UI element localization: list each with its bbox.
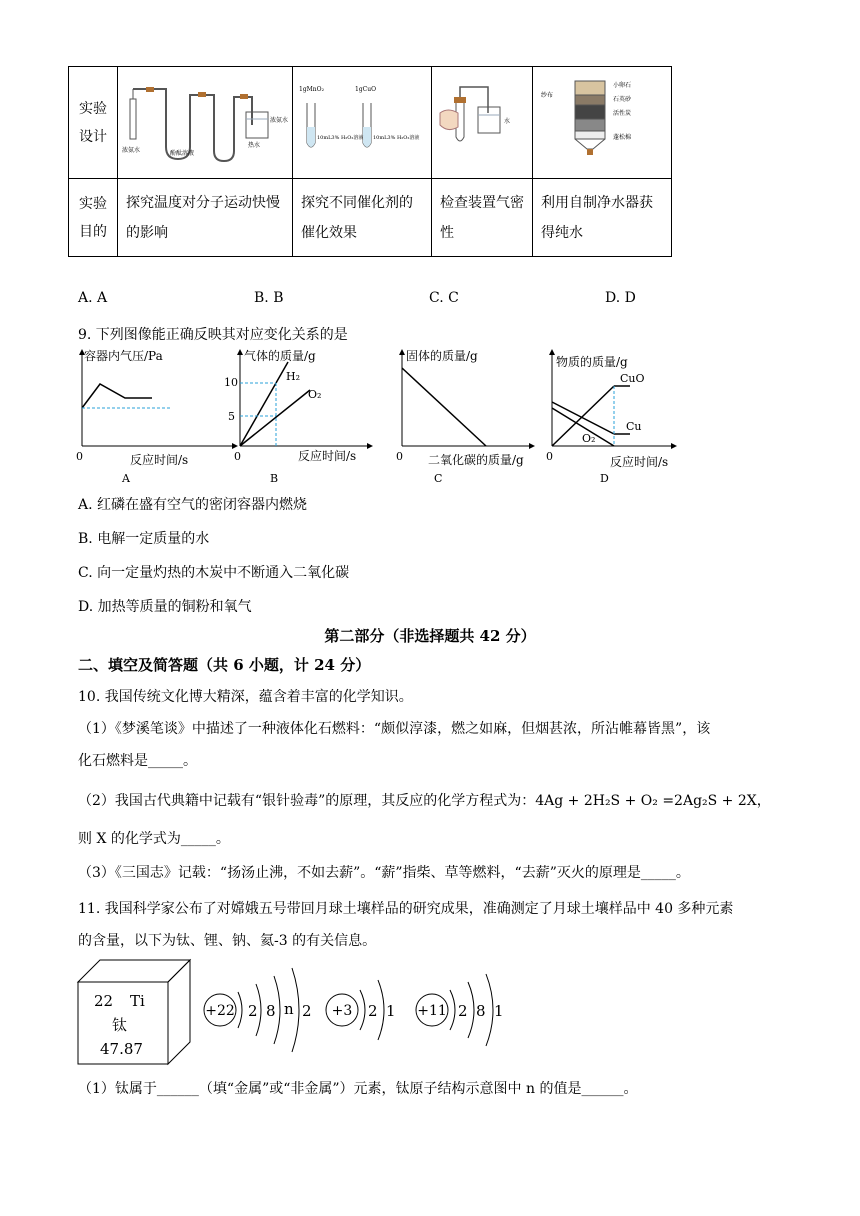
q8-option-c: C. C	[429, 290, 459, 306]
graph-d-origin: 0	[546, 450, 553, 463]
graph-c	[396, 348, 532, 485]
part2-title: 第二部分（非选择题共 42 分）	[324, 627, 536, 645]
q9-option-b: B. 电解一定质量的水	[78, 531, 210, 547]
design-cell-a	[118, 67, 293, 179]
graph-d-line2: Cu	[626, 420, 642, 433]
graph-b	[224, 348, 370, 485]
q8-option-b: B. B	[254, 290, 284, 306]
label-a-right-top: 浓氨水	[270, 117, 289, 124]
atom-ti-shell-4: 2	[302, 1002, 312, 1020]
graph-b-ylabel: 气体的质量/g	[244, 349, 316, 363]
q8-option-a: A. A	[78, 290, 108, 306]
figure-water-purifier	[533, 67, 671, 167]
label-d-3: 活性炭	[613, 110, 632, 117]
design-cell-d	[533, 67, 672, 179]
atom-na	[416, 974, 504, 1046]
graph-d-caption: D	[600, 472, 609, 485]
atom-ti	[204, 968, 312, 1052]
graph-c-xlabel: 二氧化碳的质量/g	[428, 453, 524, 467]
q10-p2b: 则 X 的化学式为_____。	[78, 831, 230, 847]
atom-na-shell-3: 1	[494, 1002, 504, 1020]
q10-p1b: 化石燃料是_____。	[78, 753, 197, 769]
q10-p1a: （1）《梦溪笔谈》中描述了一种液体化石燃料：“颇似淳漆，燃之如麻，但烟甚浓，所沾帷幕皆黑”，该	[78, 721, 711, 737]
graph-b-tick10: 10	[224, 376, 238, 389]
q11-p1: （1）钛属于______（填“金属”或“非金属”）元素，钛原子结构示意图中 n 的值是______。	[78, 1081, 638, 1097]
graph-d-xlabel: 反应时间/s	[610, 455, 669, 469]
atom-ti-shell-1: 2	[248, 1002, 258, 1020]
atom-ti-nucleus: +22	[205, 1003, 235, 1019]
label-a-mid: 酚酞溶液	[170, 150, 195, 157]
graph-d-line1: CuO	[620, 372, 645, 385]
graph-b-line1: H₂	[286, 370, 301, 383]
graph-c-origin: 0	[396, 450, 403, 463]
atom-li-shell-1: 2	[368, 1002, 378, 1020]
section2-title: 二、填空及简答题（共 6 小题，计 24 分）	[78, 656, 371, 674]
atom-na-shell-2: 8	[476, 1002, 486, 1020]
design-cell-b	[293, 67, 432, 179]
purpose-b: 探究不同催化剂的催化效果	[293, 179, 432, 257]
graph-b-tick5: 5	[228, 410, 235, 423]
atom-ti-shell-2: 8	[266, 1002, 276, 1020]
q9-option-c: C. 向一定量灼热的木炭中不断通入二氧化碳	[78, 565, 350, 581]
design-cell-c	[432, 67, 533, 179]
figure-catalyst-tubes	[293, 67, 431, 167]
q10-p2a: （2）我国古代典籍中记载有“银针验毒”的原理，其反应的化学方程式为：4Ag + 2H₂S + O₂ =2Ag₂S + 2X，	[78, 793, 771, 809]
q10-p3: （3）《三国志》记载：“扬汤止沸，不如去薪”。“薪”指柴、草等燃料，“去薪”灭火的原理是_____。	[78, 865, 690, 881]
label-b-tube1-top: 1gMnO₂	[299, 86, 324, 93]
q9-graphs	[70, 346, 690, 486]
atom-li-nucleus: +3	[331, 1003, 353, 1019]
graph-c-caption: C	[434, 472, 443, 485]
graph-b-caption: B	[270, 472, 279, 485]
element-name: 钛	[112, 1016, 128, 1034]
purpose-c: 检查装置气密性	[432, 179, 533, 257]
q9-option-a: A. 红磷在盛有空气的密闭容器内燃烧	[78, 497, 308, 513]
graph-b-line2: O₂	[308, 388, 322, 401]
row-head-purpose: 实验目的	[69, 179, 118, 257]
element-mass: 47.87	[100, 1040, 143, 1058]
label-d-1: 小卵石	[613, 82, 632, 89]
graph-c-ylabel: 固体的质量/g	[406, 349, 478, 363]
element-number: 22	[94, 992, 114, 1010]
figure-molecule-motion	[118, 67, 292, 167]
atom-ti-shell-3: n	[284, 1000, 294, 1018]
graph-a	[76, 348, 235, 485]
atom-na-shell-1: 2	[458, 1002, 468, 1020]
atom-structures	[198, 960, 518, 1060]
label-a-right-bottom: 热水	[248, 142, 261, 149]
label-b-tube2-top: 1gCuO	[355, 86, 377, 93]
purpose-d: 利用自制净水器获得纯水	[533, 179, 672, 257]
row-head-design: 实验设计	[69, 67, 118, 179]
graph-a-origin: 0	[76, 450, 83, 463]
q11-stem-a: 11. 我国科学家公布了对嫦娥五号带回月球土壤样品的研究成果，准确测定了月球土壤样品中 40 多种元素	[78, 901, 734, 917]
q9-stem: 9. 下列图像能正确反映其对应变化关系的是	[78, 327, 348, 343]
graph-d-line3: O₂	[582, 432, 596, 445]
label-d-2: 石英砂	[613, 96, 632, 103]
element-cell-ti	[76, 958, 196, 1066]
element-symbol: Ti	[130, 992, 145, 1010]
graph-a-caption: A	[122, 472, 130, 485]
q10-stem: 10. 我国传统文化博大精深，蕴含着丰富的化学知识。	[78, 689, 413, 705]
graph-a-xlabel: 反应时间/s	[130, 453, 189, 467]
graph-b-xlabel: 反应时间/s	[298, 449, 357, 463]
q8-option-d: D. D	[605, 290, 636, 306]
atom-li	[326, 980, 396, 1040]
q9-option-d: D. 加热等质量的铜粉和氧气	[78, 599, 252, 615]
graph-d	[546, 352, 674, 485]
graph-a-ylabel: 容器内气压/Pa	[84, 349, 163, 363]
label-b-tube1-bottom: 10mL3% H₂O₂溶液	[317, 135, 364, 141]
purpose-a: 探究温度对分子运动快慢的影响	[118, 179, 293, 257]
label-c-water: 水	[504, 118, 511, 125]
graph-d-ylabel: 物质的质量/g	[556, 355, 628, 369]
label-d-4: 蓬松棉	[613, 134, 632, 141]
label-b-tube2-bottom: 10mL3% H₂O₂溶液	[373, 135, 420, 141]
label-a-left: 浓氨水	[122, 147, 141, 154]
label-d-left: 纱布	[541, 92, 554, 99]
graph-b-origin: 0	[234, 450, 241, 463]
atom-li-shell-2: 1	[386, 1002, 396, 1020]
atom-na-nucleus: +11	[417, 1003, 447, 1019]
experiment-table	[68, 66, 672, 257]
figure-airtightness	[432, 67, 532, 167]
q11-stem-b: 的含量，以下为钛、锂、钠、氦-3 的有关信息。	[78, 933, 377, 949]
